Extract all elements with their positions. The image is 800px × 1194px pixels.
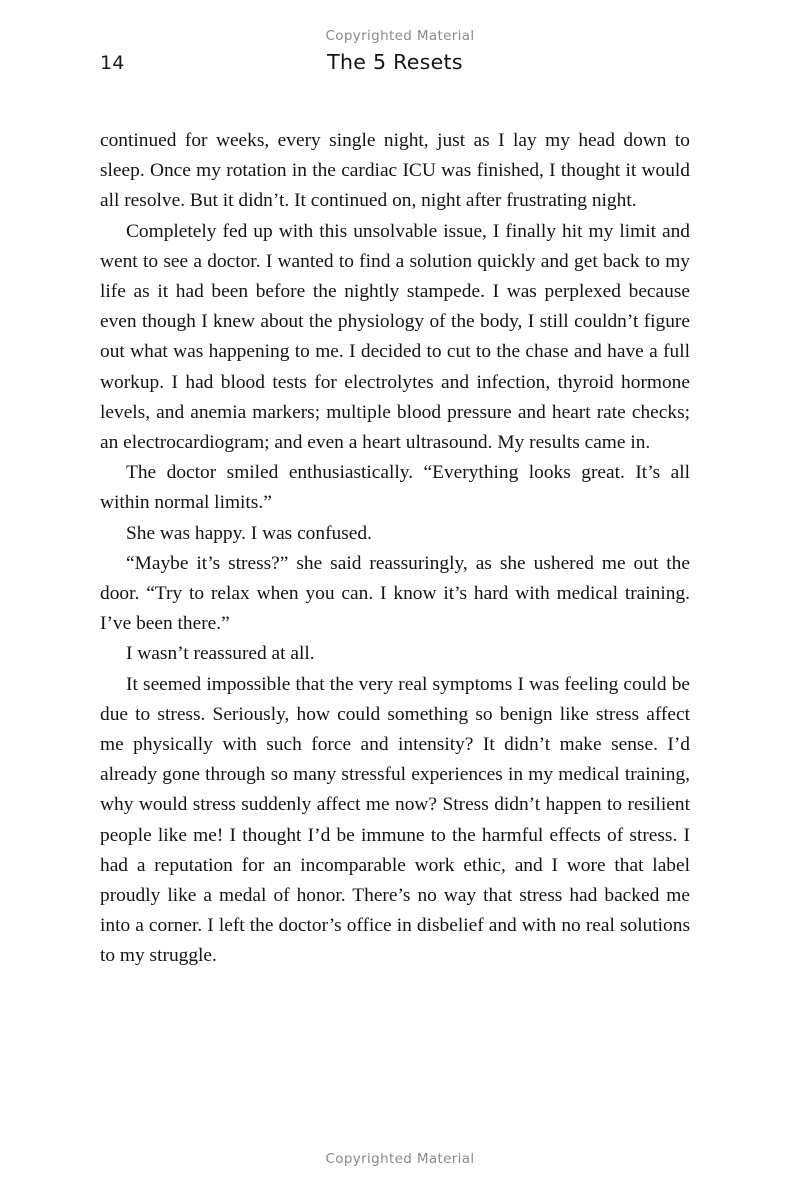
page-number: 14 (100, 52, 125, 74)
paragraph: “Maybe it’s stress?” she said reassuringly, as she ushered me out the door. “Try to relax when you can. I know it’s hard with medical training. I’ve been there.” (100, 552, 690, 635)
copyright-watermark-top: Copyrighted Material (325, 28, 475, 44)
copyright-watermark-bottom: Copyrighted Material (325, 1151, 475, 1167)
running-header (100, 50, 690, 80)
body-text-block (100, 126, 690, 972)
paragraph: Completely fed up with this unsolvable issue, I finally hit my limit and went to see a doctor. I wanted to find a solution quickly and get back to my life as it had been before the nightly stampede. I was perplexed because even though I knew about the physiology of the body, I still couldn’t figure out what was happening to me. I decided to cut to the chase and have a full workup. I had blood tests for electrolytes and infection, thyroid hormone levels, and anemia markers; multiple blood pressure and heart rate checks; an electrocardiogram; and even a heart ultrasound. My results came in. (100, 220, 690, 454)
running-title: The 5 Resets (327, 50, 463, 74)
paragraph: It seemed impossible that the very real symptoms I was feeling could be due to stress. Seriously, how could something so benign like stress affect me physically with such force and intensity? It didn’t make sense. I’d already gone through so many stressful experiences in my medical training, why would stress suddenly affect me now? Stress didn’t happen to resilient people like me! I thought I’d be immune to the harmful effects of stress. I had a reputation for an incomparable work ethic, and I wore that label proudly like a medal of honor. There’s no way that stress had backed me into a corner. I left the doctor’s office in disbelief and with no real solutions to my struggle. (100, 673, 690, 967)
paragraph: continued for weeks, every single night, just as I lay my head down to sleep. Once my rotation in the cardiac ICU was finished, I thought it would all resolve. But it didn’t. It continued on, night after frustrating night. (100, 130, 690, 212)
paragraph: The doctor smiled enthusiastically. “Everything looks great. It’s all within normal limits.” (100, 462, 690, 514)
paragraph: I wasn’t reassured at all. (126, 643, 315, 665)
paragraph: She was happy. I was confused. (126, 522, 372, 544)
